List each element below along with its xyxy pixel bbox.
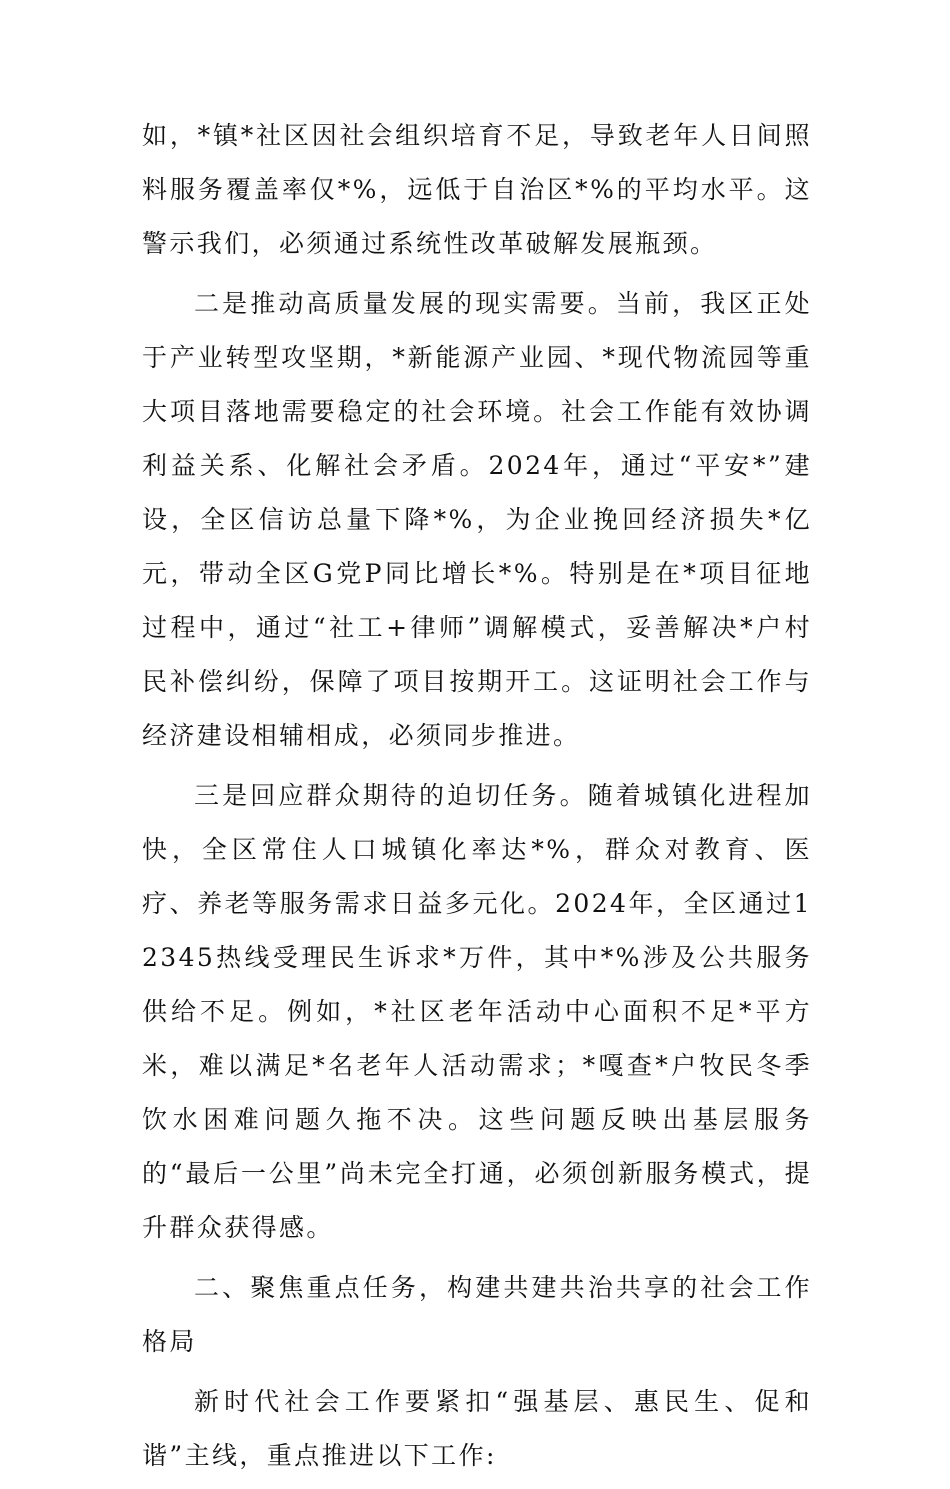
- paragraph-public-expectations: 三是回应群众期待的迫切任务。随着城镇化进程加快，全区常住人口城镇化率达*%，群众对教育、医疗、养老等服务需求日益多元化。2024年，全区通过12345热线受理民生诉求*万件，其中*%涉及公共服务供给不足。例如，*社区老年活动中心面积不足*平方米，难以满足*名老年人活动需求；*嘎查*户牧民冬季饮水困难问题久拖不决。这些问题反映出基层服务的“最后一公里”尚未完全打通，必须创新服务模式，提升群众获得感。: [142, 781, 812, 1242]
- paragraph-continuation: 如，*镇*社区因社会组织培育不足，导致老年人日间照料服务覆盖率仅*%，远低于自治区*%的平均水平。这警示我们，必须通过系统性改革破解发展瓶颈。: [142, 121, 812, 258]
- paragraph-high-quality-development: 二是推动高质量发展的现实需要。当前，我区正处于产业转型攻坚期，*新能源产业园、*现代物流园等重大项目落地需要稳定的社会环境。社会工作能有效协调利益关系、化解社会矛盾。2024年，通过“平安*”建设，全区信访总量下降*%，为企业挽回经济损失*亿元，带动全区G党P同比增长*%。特别是在*项目征地过程中，通过“社工+律师”调解模式，妥善解决*户村民补偿纠纷，保障了项目按期开工。这证明社会工作与经济建设相辅相成，必须同步推进。: [142, 289, 812, 750]
- document-body: [142, 109, 812, 1489]
- paragraph-key-tasks-intro: 新时代社会工作要紧扣“强基层、惠民生、促和谐”主线，重点推进以下工作:: [142, 1387, 812, 1470]
- section-heading: 二、聚焦重点任务，构建共建共治共享的社会工作格局: [142, 1273, 812, 1356]
